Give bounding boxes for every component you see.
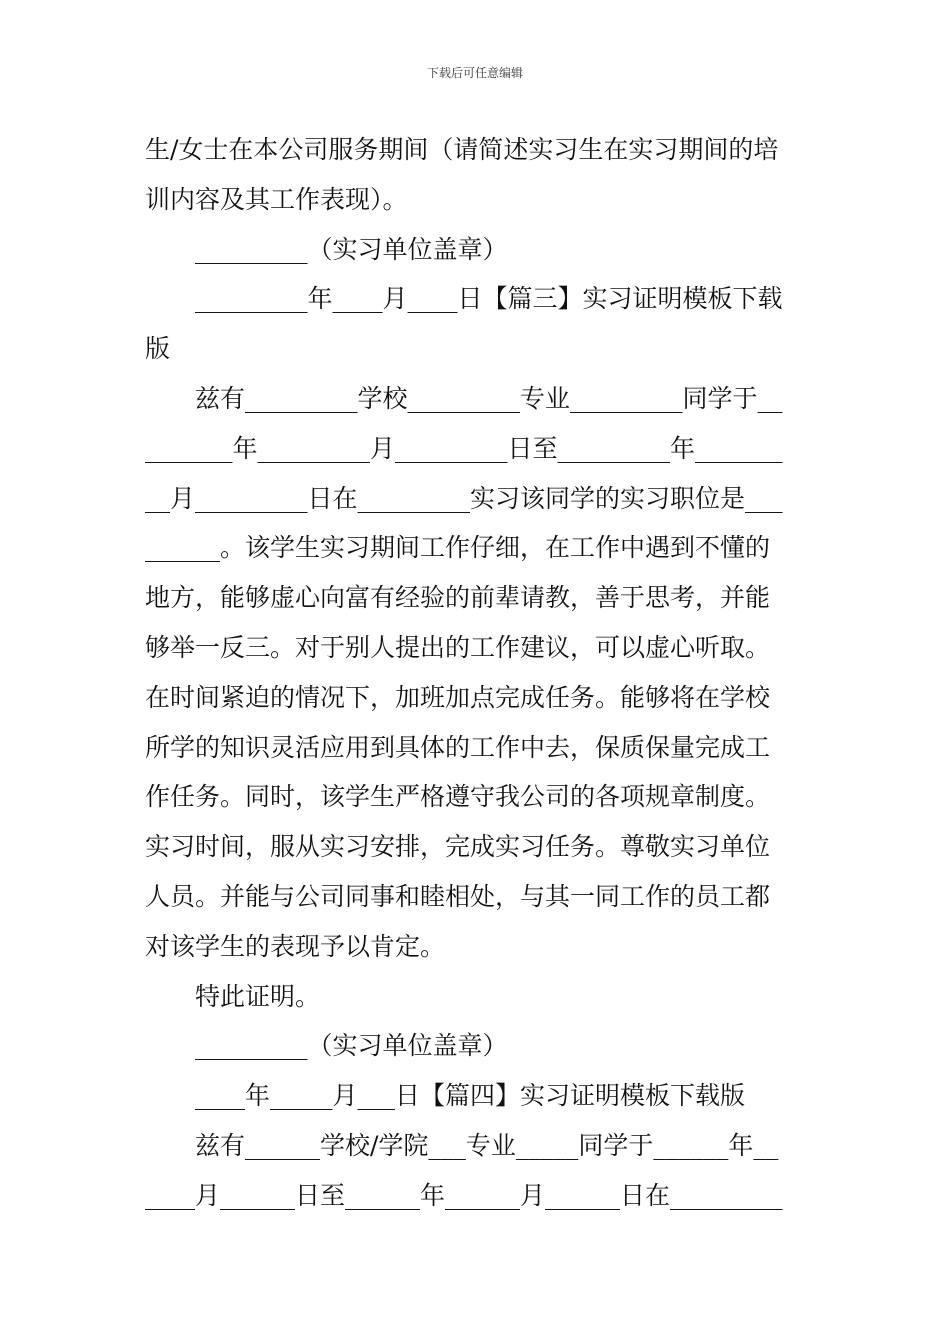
paragraph-line-5: 地方，能够虚心向富有经验的前辈请教，善于思考，并能 <box>145 583 771 613</box>
paragraph-line-8: 所学的知识灵活应用到具体的工作中去，保质保量完成工 <box>145 732 771 762</box>
certification-statement: 特此证明。 <box>195 981 321 1011</box>
date-and-section-three-heading: _________年____月____日【篇三】实习证明模板下载 <box>195 284 783 314</box>
section-four-paragraph-line-1: 兹有______学校/学院___专业_____同学于______年__ <box>195 1130 779 1160</box>
paragraph-line-9: 作任务。同时，该学生严格遵守我公司的各项规章制度。 <box>145 782 771 812</box>
page-header-note: 下载后可任意编辑 <box>426 66 523 80</box>
paragraph-line-2: _______年_________月_________日至_________年_______ <box>145 433 783 463</box>
paragraph-line-11: 人员。并能与公司同事和睦相处，与其一同工作的员工都 <box>145 881 771 911</box>
paragraph-line-7: 在时间紧迫的情况下，加班加点完成任务。能够将在学校 <box>145 682 771 712</box>
paragraph-line-10: 实习时间，服从实习安排，完成实习任务。尊敬实习单位 <box>145 832 771 862</box>
section-four-paragraph-line-2: ____月______日至______年______月______日在_________ <box>145 1180 783 1210</box>
paragraph-line-6: 够举一反三。对于别人提出的工作建议，可以虚心听取。 <box>145 632 771 662</box>
paragraph-line-12: 对该学生的表现予以肯定。 <box>145 931 446 961</box>
date-and-section-four-heading: ____年_____月___日【篇四】实习证明模板下载版 <box>195 1081 746 1111</box>
paragraph-line-1: 兹有_________学校_________专业_________同学于__ <box>195 383 783 413</box>
seal-placeholder-line: _________（实习单位盖章） <box>195 234 508 264</box>
document-body <box>145 125 810 1221</box>
text-line-2: 训内容及其工作表现）。 <box>145 184 408 214</box>
text-line-1: 生/女士在本公司服务期间（请简述实习生在实习期间的培 <box>145 135 779 164</box>
seal-placeholder-line-2: _________（实习单位盖章） <box>195 1031 508 1061</box>
section-three-heading-continued: 版 <box>145 334 171 364</box>
paragraph-line-4: ______。该学生实习期间工作仔细，在工作中遇到不懂的 <box>145 533 771 563</box>
paragraph-line-3: __月_________日在_________实习该同学的实习职位是___ <box>145 483 783 513</box>
